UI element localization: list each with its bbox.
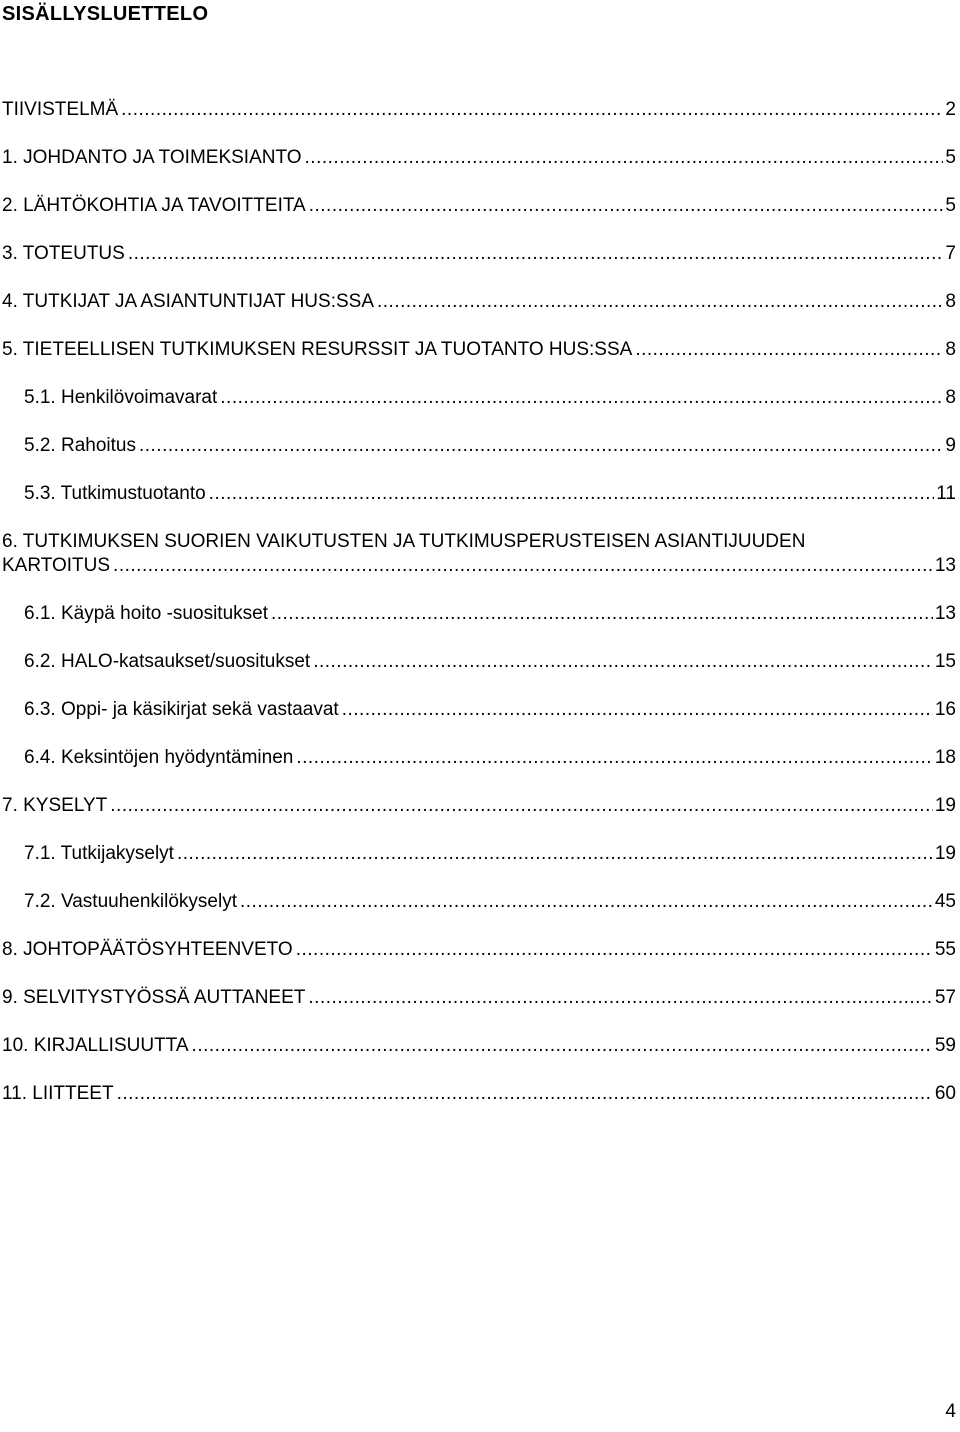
dot-leader [635,338,943,362]
toc-entry-8[interactable] [2,938,956,962]
toc-entry-page: 60 [934,1083,956,1104]
toc-entry-title: 5.3. Tutkimustuotanto [24,483,206,504]
toc-entry-title: TIIVISTELMÄ [2,99,119,120]
dot-leader [121,98,943,122]
toc-entry-page: 8 [945,291,956,312]
toc-entry-title: 11. LIITTEET [2,1083,114,1104]
toc-entry-3[interactable] [2,242,956,266]
toc-entry-title: 8. JOHTOPÄÄTÖSYHTEENVETO [2,939,293,960]
table-of-contents [2,98,956,1106]
toc-entry-page: 7 [945,243,956,264]
toc-entry-7-1[interactable] [2,842,956,866]
toc-entry-5-3[interactable] [2,482,956,506]
toc-entry-title: 4. TUTKIJAT JA ASIANTUNTIJAT HUS:SSA [2,291,374,312]
toc-entry-title: 3. TOTEUTUS [2,243,125,264]
toc-entry-page: 2 [945,99,956,120]
dot-leader [139,434,943,458]
toc-entry-7-2[interactable] [2,890,956,914]
dot-leader [240,890,933,914]
toc-entry-page: 19 [934,843,956,864]
toc-entry-5[interactable] [2,338,956,362]
toc-entry-page: 55 [934,939,956,960]
toc-entry-10[interactable] [2,1034,956,1058]
toc-entry-6[interactable] [2,530,956,578]
dot-leader [209,482,935,506]
toc-entry-page: 13 [934,603,956,624]
dot-leader [296,746,933,770]
toc-entry-title: 6.3. Oppi- ja käsikirjat sekä vastaavat [24,699,339,720]
dot-leader [128,242,944,266]
dot-leader [305,146,944,170]
toc-entry-title: 5.1. Henkilövoimavarat [24,387,218,408]
toc-entry-6-1[interactable] [2,602,956,626]
dot-leader [220,386,943,410]
toc-entry-5-1[interactable] [2,386,956,410]
toc-entry-page: 5 [945,195,956,216]
toc-entry-line1 [2,530,956,554]
toc-entry-page: 11 [936,483,956,504]
toc-entry-page: 59 [934,1035,956,1056]
toc-entry-title: 5.2. Rahoitus [24,435,136,456]
toc-entry-6-3[interactable] [2,698,956,722]
toc-entry-page: 57 [934,987,956,1008]
toc-entry-title: 7.2. Vastuuhenkilökyselyt [24,891,237,912]
toc-entry-tiivistelma[interactable] [2,98,956,122]
toc-entry-6-4[interactable] [2,746,956,770]
toc-entry-title: 6.4. Keksintöjen hyödyntäminen [24,747,294,768]
dot-leader [313,650,933,674]
dot-leader [377,290,943,314]
dot-leader [110,794,933,818]
toc-entry-2[interactable] [2,194,956,218]
toc-entry-11[interactable] [2,1082,956,1106]
toc-entry-title: 5. TIETEELLISEN TUTKIMUKSEN RESURSSIT JA TUOTANTO HUS:SSA [2,339,633,360]
toc-entry-title: 6. TUTKIMUKSEN SUORIEN VAIKUTUSTEN JA TUTKIMUSPERUSTEISEN ASIANTIJUUDEN [2,531,806,552]
toc-entry-page: 15 [934,651,956,672]
toc-entry-page: 5 [945,147,956,168]
toc-entry-page: 13 [934,555,956,576]
dot-leader [177,842,933,866]
toc-entry-page: 16 [934,699,956,720]
toc-entry-page: 45 [934,891,956,912]
dot-leader [271,602,933,626]
toc-entry-4[interactable] [2,290,956,314]
dot-leader [117,1082,933,1106]
toc-entry-page: 8 [945,387,956,408]
toc-entry-page: 19 [934,795,956,816]
dot-leader [192,1034,933,1058]
dot-leader [309,194,944,218]
toc-entry-6-2[interactable] [2,650,956,674]
toc-entry-line2 [2,554,956,578]
toc-entry-title: 2. LÄHTÖKOHTIA JA TAVOITTEITA [2,195,306,216]
dot-leader [308,986,932,1010]
page-number: 4 [945,1401,956,1422]
toc-heading: SISÄLLYSLUETTELO [2,3,209,25]
toc-entry-title: 1. JOHDANTO JA TOIMEKSIANTO [2,147,302,168]
toc-entry-title: 7.1. Tutkijakyselyt [24,843,174,864]
toc-entry-page: 9 [945,435,956,456]
toc-entry-9[interactable] [2,986,956,1010]
toc-entry-title: 9. SELVITYSTYÖSSÄ AUTTANEET [2,987,306,1008]
dot-leader [113,554,933,578]
toc-entry-1[interactable] [2,146,956,170]
toc-entry-7[interactable] [2,794,956,818]
dot-leader [296,938,933,962]
toc-entry-title: 10. KIRJALLISUUTTA [2,1035,189,1056]
dot-leader [342,698,933,722]
toc-entry-page: 18 [934,747,956,768]
toc-entry-5-2[interactable] [2,434,956,458]
toc-entry-title-cont: KARTOITUS [2,555,111,576]
toc-entry-page: 8 [945,339,956,360]
toc-entry-title: 6.2. HALO-katsaukset/suositukset [24,651,311,672]
toc-entry-title: 7. KYSELYT [2,795,108,816]
toc-entry-title: 6.1. Käypä hoito -suositukset [24,603,268,624]
